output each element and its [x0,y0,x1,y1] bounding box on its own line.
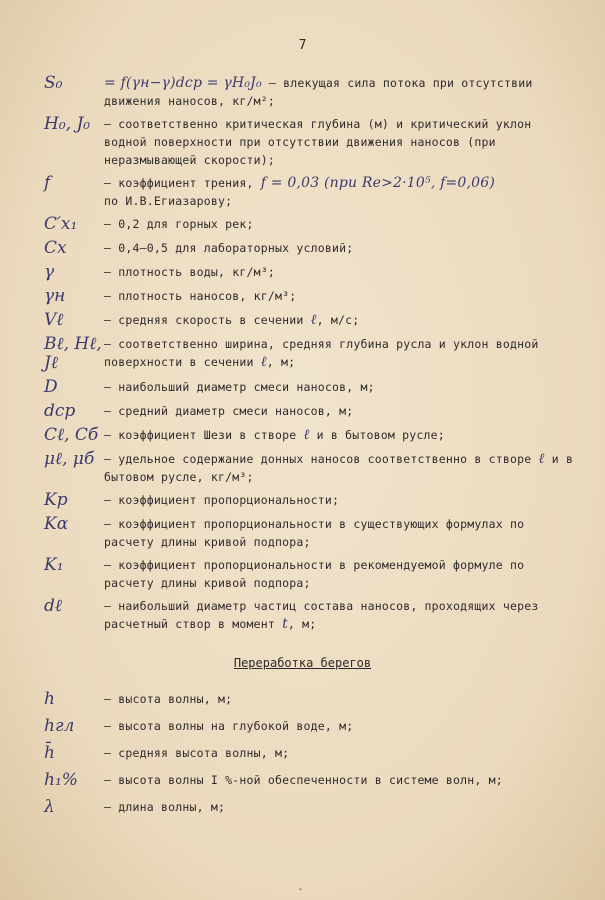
list-item [44,335,574,373]
formula: f = 0,03 (при Re>2·10⁵, f=0,06) [260,175,496,191]
symbol: h̄ [44,743,55,763]
definition: – 0,2 для горных рек; [104,217,254,231]
symbol: Kα [44,514,69,534]
definition-cont: и в бытовом русле, кг/м³; [104,452,574,484]
symbol: dср [44,401,76,421]
list-item [44,215,574,234]
symbol: λ [44,797,55,817]
symbol: γ [44,262,55,282]
list-item [44,515,574,551]
unit: , м/с; [316,313,360,327]
list-item [44,450,574,486]
definition: – плотность воды, кг/м³; [104,265,275,279]
symbol: γн [44,286,66,306]
notation-list [44,74,574,638]
section-title: Переработка берегов [233,656,372,670]
definition: – высота волны I %-ной обеспеченности в системе волн, м; [104,773,503,787]
formula: ℓ [260,354,267,370]
page-number: 7 [298,38,307,53]
definition: – средняя скорость в сечении [104,313,304,327]
list-item [44,491,574,510]
list-item [44,597,574,633]
definition: – соответственно критическая глубина (м) и критический уклон водной поверхности при отсутствии движения наносов (при неразмывающей скорости); [104,117,532,167]
symbol: μℓ, μб [44,449,95,469]
symbol: C′x₁ [44,214,78,234]
definition: – наибольший диаметр смеси наносов, м; [104,380,375,394]
list-item [44,74,574,110]
definition: – соответственно ширина, средняя глубина русла и уклон водной поверхности в сечении [104,337,539,369]
definition: – длина волны, м; [104,800,226,814]
list-item [44,378,574,397]
list-item [44,287,574,306]
definition: – коэффициент пропорциональности; [104,493,340,507]
formula: t [282,616,288,632]
scan-mark: ˇ [298,888,303,897]
list-item [44,771,574,790]
list-item [44,263,574,282]
symbol: Cx [44,238,67,258]
symbol: Cℓ, Cб [44,425,99,445]
definition-cont: по И.В.Егиазарову; [104,194,233,208]
list-item [44,174,574,210]
symbol: Vℓ [44,310,64,330]
definition: – плотность наносов, кг/м³; [104,289,297,303]
definition: – высота волны, м; [104,692,233,706]
definition-cont: и в бытовом русле; [316,428,445,442]
symbol: S₀ [44,73,63,93]
symbol: f [44,173,51,193]
definition: – коэффициент Шези в створе [104,428,297,442]
definition: – высота волны на глубокой воде, м; [104,719,354,733]
symbol: dℓ [44,596,62,616]
list-item [44,690,574,709]
list-item [44,402,574,421]
formula: ℓ [538,451,545,467]
definition: – 0,4–0,5 для лабораторных условий; [104,241,354,255]
symbol: hгл [44,716,75,736]
definition: – наибольший диаметр частиц состава наносов, проходящих через расчетный створ в момент [104,599,539,631]
formula: ℓ [310,312,317,328]
definition: – коэффициент пропорциональности в существующих формулах по расчету длины кривой подпора; [104,517,525,549]
list-item [44,717,574,736]
unit: , м; [266,355,296,369]
symbol: K₁ [44,555,64,575]
symbol: h₁% [44,770,78,790]
symbol: H₀, J₀ [44,114,91,134]
list-item [44,426,574,445]
list-item [44,115,574,169]
notation-list-waves [44,690,574,825]
list-item [44,556,574,592]
formula: ℓ [303,427,310,443]
symbol: Kр [44,490,68,510]
symbol: h [44,689,55,709]
unit: , м; [287,617,317,631]
definition: – коэффициент трения, [104,176,254,190]
definition: – удельное содержание донных наносов соответственно в створе [104,452,532,466]
symbol: Bℓ, Hℓ, Jℓ [44,334,102,373]
definition: – средняя высота волны, м; [104,746,290,760]
definition: – влекущая сила потока при отсутствии движения наносов, кг/м²; [104,76,533,108]
definition: – коэффициент пропорциональности в рекомендуемой формуле по расчету длины кривой подпора; [104,558,525,590]
list-item [44,311,574,330]
definition: – средний диаметр смеси наносов, м; [104,404,354,418]
list-item [44,744,574,763]
symbol: D [44,377,58,397]
list-item [44,798,574,817]
formula: = f(γн−γ)dср = γH₀J₀ [104,75,262,91]
list-item [44,239,574,258]
